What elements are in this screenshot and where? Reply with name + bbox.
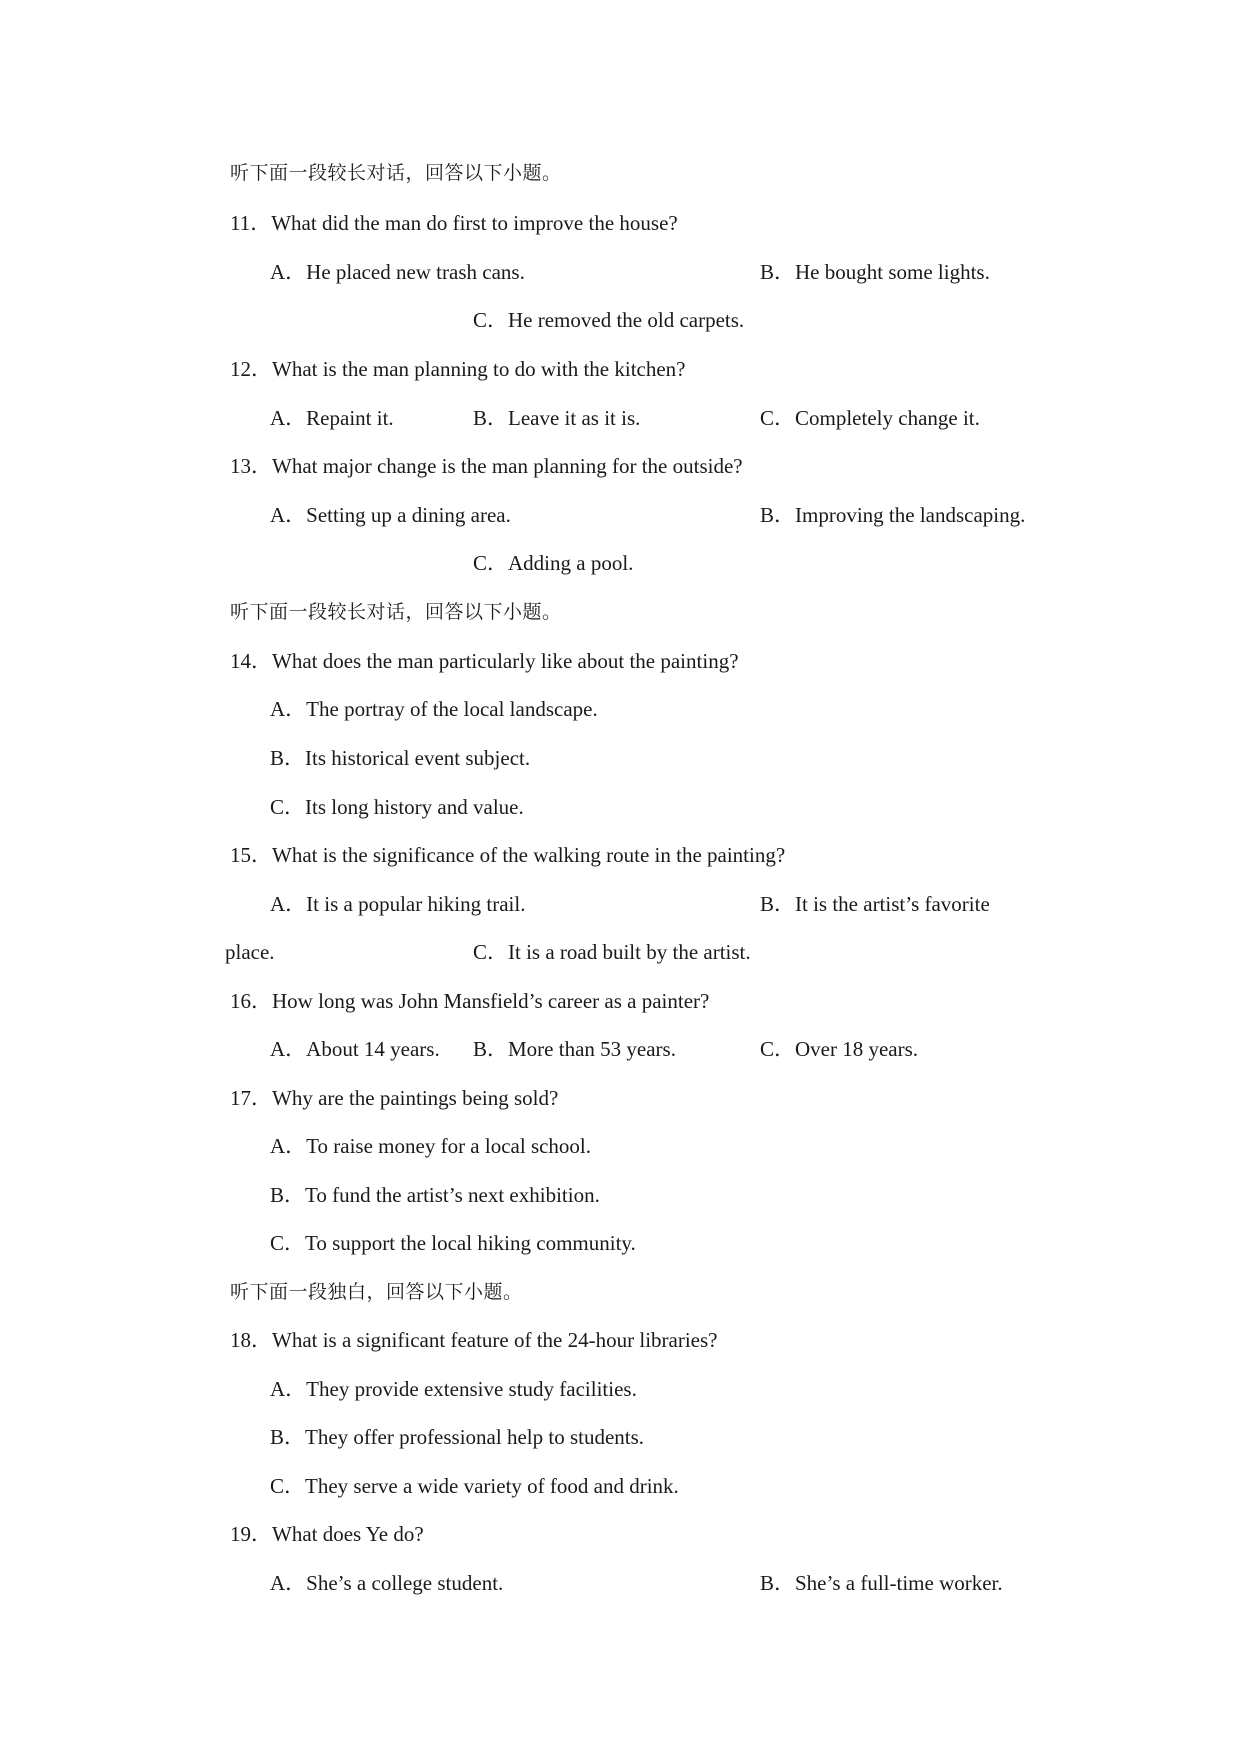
question-text: 16．How long was John Mansfield’s career as a painter? bbox=[230, 989, 710, 1013]
option-a: A．About 14 years. bbox=[270, 1037, 440, 1061]
option-c: C．Adding a pool. bbox=[473, 551, 634, 575]
option-b: B．It is the artist’s favorite bbox=[760, 892, 990, 916]
option-b-continuation: place. bbox=[225, 940, 275, 964]
option-b: B．Improving the landscaping. bbox=[760, 503, 1026, 527]
question-text: 14．What does the man particularly like about the painting? bbox=[230, 649, 739, 673]
option-b: B．Its historical event subject. bbox=[270, 746, 531, 770]
option-b: B．More than 53 years. bbox=[473, 1037, 676, 1061]
option-b: B．Leave it as it is. bbox=[473, 406, 641, 430]
option-c: C．They serve a wide variety of food and drink. bbox=[270, 1474, 679, 1498]
question-text: 13．What major change is the man planning for the outside? bbox=[230, 454, 743, 478]
option-a: A．To raise money for a local school. bbox=[270, 1134, 592, 1158]
question-text: 12．What is the man planning to do with the kitchen? bbox=[230, 357, 686, 381]
option-c: C．Over 18 years. bbox=[760, 1037, 919, 1061]
section-instruction: 听下面一段较长对话，回答以下小题。 bbox=[230, 601, 562, 623]
question-text: 15．What is the significance of the walking route in the painting? bbox=[230, 843, 786, 867]
option-b: B．To fund the artist’s next exhibition. bbox=[270, 1183, 600, 1207]
option-c: C．Its long history and value. bbox=[270, 795, 524, 819]
option-b: B．He bought some lights. bbox=[760, 260, 990, 284]
option-a: A．The portray of the local landscape. bbox=[270, 697, 598, 721]
option-b: B．They offer professional help to students. bbox=[270, 1425, 645, 1449]
option-b: B．She’s a full-time worker. bbox=[760, 1571, 1003, 1595]
question-text: 18．What is a significant feature of the 24-hour libraries? bbox=[230, 1328, 718, 1352]
option-a: A．He placed new trash cans. bbox=[270, 260, 525, 284]
option-c: C．He removed the old carpets. bbox=[473, 308, 745, 332]
option-a: A．They provide extensive study facilities. bbox=[270, 1377, 637, 1401]
section-instruction: 听下面一段独白，回答以下小题。 bbox=[230, 1281, 523, 1303]
question-text: 17．Why are the paintings being sold? bbox=[230, 1086, 559, 1110]
option-a: A．She’s a college student. bbox=[270, 1571, 504, 1595]
question-text: 11．What did the man do first to improve the house? bbox=[230, 211, 678, 235]
section-instruction: 听下面一段较长对话，回答以下小题。 bbox=[230, 162, 562, 184]
option-c: C．To support the local hiking community. bbox=[270, 1231, 636, 1255]
option-a: A．Repaint it. bbox=[270, 406, 394, 430]
question-text: 19．What does Ye do? bbox=[230, 1522, 424, 1546]
option-c: C．Completely change it. bbox=[760, 406, 980, 430]
option-a: A．Setting up a dining area. bbox=[270, 503, 511, 527]
option-c: C．It is a road built by the artist. bbox=[473, 940, 751, 964]
option-a: A．It is a popular hiking trail. bbox=[270, 892, 526, 916]
